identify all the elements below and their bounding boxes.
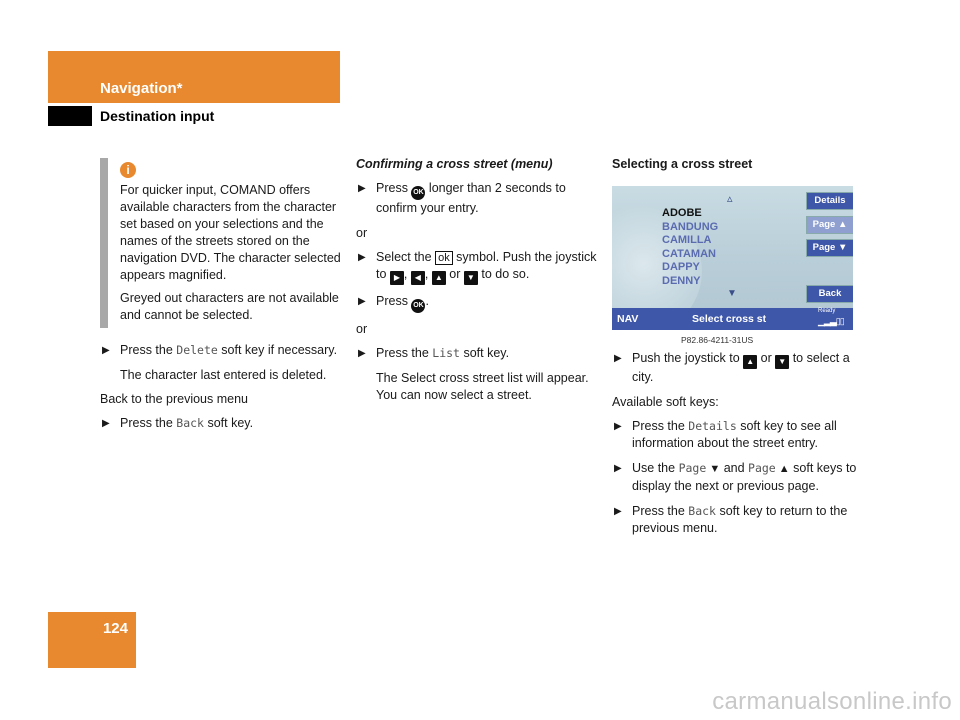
arrow-bullet-icon: ▶ — [614, 353, 622, 364]
note: The Select cross street list will appear. You can now select a street. — [376, 371, 589, 402]
list-item: ▶ Press the Delete soft key if necessary. — [102, 343, 338, 357]
list-item: ▶ Use the Page ▼ and Page ▲ soft keys to display the next or previous page. — [614, 461, 857, 493]
details-softkey-label: Details — [688, 419, 737, 433]
arrow-bullet-icon: ▶ — [102, 418, 110, 429]
scroll-down-icon: ▼ — [727, 288, 737, 299]
status-nav: NAV — [617, 313, 639, 325]
signal-strength-icon: ▁▂▃▯▯ — [818, 316, 844, 326]
joystick-right-icon: ▶ — [390, 271, 404, 285]
list-item: ▶ Press the Back soft key. — [102, 416, 254, 430]
header-bar — [48, 51, 340, 103]
status-mode: Select cross st — [692, 313, 767, 325]
page-up-arrow-icon: ▲ — [775, 463, 790, 475]
watermark: carmanualsonline.info — [712, 688, 952, 715]
section-subtitle: Destination input — [100, 108, 215, 124]
arrow-bullet-icon: ▶ — [358, 348, 366, 359]
column-3 — [612, 350, 857, 545]
page-down-arrow-icon: ▼ — [706, 463, 721, 475]
or-text: or — [356, 322, 368, 336]
ok-button-icon: OK — [411, 299, 425, 313]
note: The character last entered is deleted. — [120, 368, 327, 382]
status-ready: Ready — [818, 308, 836, 314]
joystick-up-icon: ▲ — [743, 355, 757, 369]
info-bar — [100, 158, 108, 328]
ok-button-icon: OK — [411, 186, 425, 200]
list-item: ▶ Press the Back soft key to return to the previous menu. — [614, 504, 848, 535]
comand-screen-illustration — [612, 186, 853, 330]
figure-caption: P82.86-4211-31US — [681, 335, 754, 345]
list-item: ▶ Select the ok symbol. Push the joystick to ▶ , ◀ , ▲ or ▼ to do so. — [356, 249, 601, 285]
arrow-bullet-icon: ▶ — [358, 183, 366, 194]
street-list-item: DENNY — [662, 274, 701, 287]
arrow-bullet-icon: ▶ — [614, 421, 622, 432]
info-paragraph: For quicker input, COMAND offers available characters from the character set based on your selections and the names of the streets stored on the navigation DVD. The character selected appears magnified. — [120, 183, 341, 282]
joystick-up-icon: ▲ — [432, 271, 446, 285]
page-number: 124 — [102, 620, 128, 637]
page-number-box — [48, 612, 136, 668]
list-item: ▶ Press the Details soft key to see all information about the street entry. — [614, 419, 837, 450]
back-softkey-label: Back — [176, 416, 204, 430]
street-list-item: CATAMAN — [662, 247, 716, 260]
column-3-heading — [612, 156, 857, 180]
page-up-softkey: Page ▲ — [806, 216, 853, 234]
list-item: ▶ Push the joystick to ▲ or ▼ to select a city. — [614, 351, 850, 384]
back-softkey-label: Back — [688, 504, 716, 518]
subheading: Back to the previous menu — [100, 392, 248, 406]
list-item: ▶ Press the List soft key. — [358, 346, 510, 360]
status-bar — [612, 308, 853, 330]
page-down-softkey: Page ▼ — [806, 239, 853, 257]
street-list — [662, 207, 718, 288]
section-heading: Selecting a cross street — [612, 157, 753, 171]
column-2 — [356, 156, 601, 411]
page-softkey-label: Page — [748, 461, 776, 475]
info-icon: i — [120, 162, 136, 178]
list-item: ▶ Press OK . — [356, 293, 601, 313]
list-softkey-label: List — [432, 346, 460, 360]
delete-softkey-label: Delete — [176, 343, 218, 357]
arrow-bullet-icon: ▶ — [614, 463, 622, 474]
arrow-bullet-icon: ▶ — [358, 252, 366, 263]
arrow-bullet-icon: ▶ — [614, 506, 622, 517]
ok-symbol-icon: ok — [435, 251, 453, 265]
section-title: Navigation* — [100, 80, 183, 97]
column-1 — [100, 342, 340, 440]
joystick-left-icon: ◀ — [411, 271, 425, 285]
section-tab-marker — [48, 106, 92, 126]
section-heading: Confirming a cross street (menu) — [356, 157, 553, 171]
back-softkey: Back — [806, 285, 853, 303]
or-text: or — [356, 226, 368, 240]
details-softkey: Details — [806, 192, 853, 210]
street-list-item: DAPPY — [662, 261, 700, 273]
arrow-bullet-icon: ▶ — [358, 296, 366, 307]
joystick-down-icon: ▼ — [775, 355, 789, 369]
street-list-item: CAMILLA — [662, 234, 712, 246]
scroll-up-icon: ▵ — [727, 193, 733, 205]
info-box — [100, 158, 345, 328]
info-paragraph: Greyed out characters are not available and cannot be selected. — [120, 291, 339, 322]
page-softkey-label: Page — [678, 461, 707, 475]
info-text — [120, 182, 342, 330]
street-list-item: BANDUNG — [662, 220, 719, 233]
street-list-item-selected: ADOBE — [662, 207, 702, 219]
list-item: ▶ Press OK longer than 2 seconds to confirm your entry. — [358, 181, 566, 215]
subheading: Available soft keys: — [612, 395, 719, 409]
arrow-bullet-icon: ▶ — [102, 345, 110, 356]
joystick-down-icon: ▼ — [464, 271, 478, 285]
